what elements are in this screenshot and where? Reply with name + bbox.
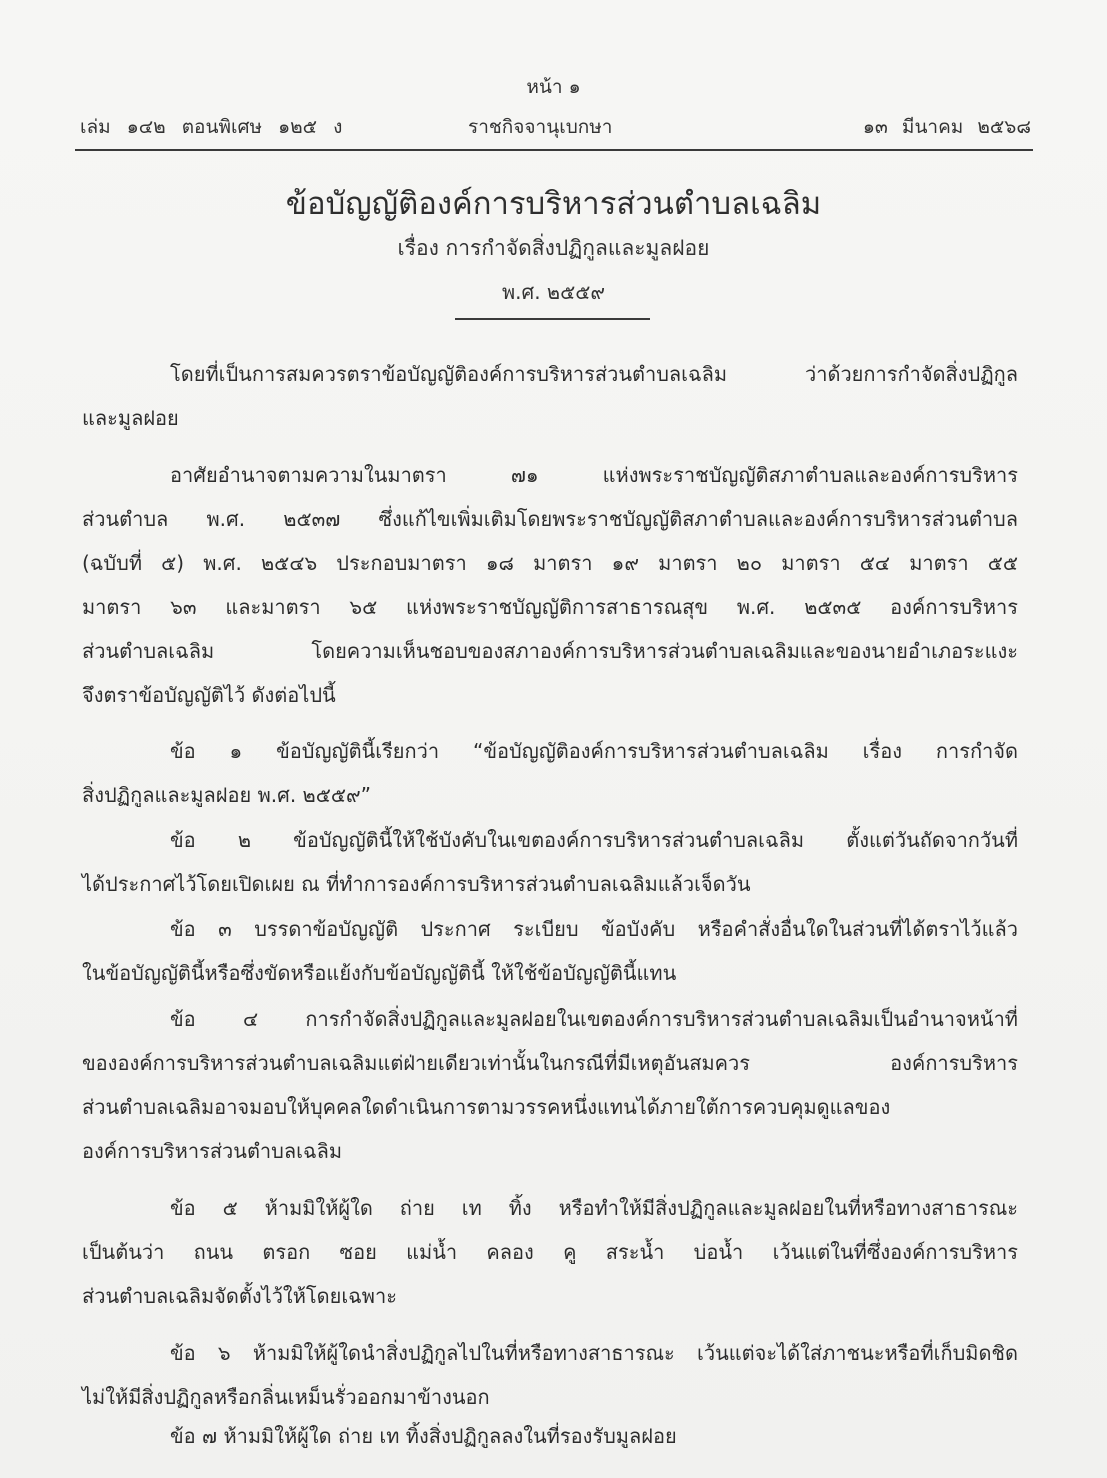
clause-1-cont: สิ่งปฏิกูลและมูลฝอย พ.ศ. ๒๕๕๙”	[82, 783, 372, 807]
clause-4-cont: องค์การบริหารส่วนตำบลเฉลิม	[82, 1139, 343, 1163]
clause-5-cont: ส่วนตำบลเฉลิมจัดตั้งไว้ให้โดยเฉพาะ	[82, 1284, 397, 1308]
gazette-name: ราชกิจจานุเบกษา	[468, 116, 613, 138]
clause-4: ข้อ ๔ การกำจัดสิ่งปฏิกูลและมูลฝอยในเขตองค์การบริหารส่วนตำบลเฉลิมเป็นอำนาจหน้าที่	[170, 1007, 1018, 1031]
authority-line: ส่วนตำบล พ.ศ. ๒๕๓๗ ซึ่งแก้ไขเพิ่มเติมโดยพระราชบัญญัติสภาตำบลและองค์การบริหารส่วนตำบล	[82, 507, 1018, 531]
clause-4-cont: ส่วนตำบลเฉลิมอาจมอบให้บุคคลใดดำเนินการตามวรรคหนึ่งแทนได้ภายใต้การควบคุมดูแลของ	[82, 1095, 891, 1119]
clause-3-cont: ในข้อบัญญัตินี้หรือซึ่งขัดหรือแย้งกับข้อบัญญัตินี้ ให้ใช้ข้อบัญญัตินี้แทน	[82, 961, 677, 985]
authority-line: อาศัยอำนาจตามความในมาตรา ๗๑ แห่งพระราชบัญญัติสภาตำบลและองค์การบริหาร	[170, 463, 1018, 487]
clause-6: ข้อ ๖ ห้ามมิให้ผู้ใดนำสิ่งปฏิกูลไปในที่หรือทางสาธารณะ เว้นแต่จะได้ใส่ภาชนะหรือที่เก็บมิดชิด	[170, 1341, 1018, 1365]
authority-line: จึงตราข้อบัญญัติไว้ ดังต่อไปนี้	[82, 683, 336, 707]
document-subject: เรื่อง การกำจัดสิ่งปฏิกูลและมูลฝอย	[397, 236, 710, 260]
clause-1: ข้อ ๑ ข้อบัญญัตินี้เรียกว่า “ข้อบัญญัติองค์การบริหารส่วนตำบลเฉลิม เรื่อง การกำจัด	[170, 739, 1018, 763]
clause-5: ข้อ ๕ ห้ามมิให้ผู้ใด ถ่าย เท ทิ้ง หรือทำให้มีสิ่งปฏิกูลและมูลฝอยในที่หรือทางสาธารณะ	[170, 1196, 1018, 1220]
clause-2-cont: ได้ประกาศไว้โดยเปิดเผย ณ ที่ทำการองค์การบริหารส่วนตำบลเฉลิมแล้วเจ็ดวัน	[82, 872, 751, 896]
gazette-date: ๑๓ มีนาคม ๒๕๖๘	[862, 116, 1031, 138]
clause-5-cont: เป็นต้นว่า ถนน ตรอก ซอย แม่น้ำ คลอง คู สระน้ำ บ่อน้ำ เว้นแต่ในที่ซึ่งองค์การบริหาร	[82, 1240, 1019, 1264]
gazette-volume: เล่ม ๑๔๒ ตอนพิเศษ ๑๒๕ ง	[80, 116, 343, 138]
clause-2: ข้อ ๒ ข้อบัญญัตินี้ให้ใช้บังคับในเขตองค์การบริหารส่วนตำบลเฉลิม ตั้งแต่วันถัดจากวันที่	[170, 828, 1018, 852]
preamble-line: โดยที่เป็นการสมควรตราข้อบัญญัติองค์การบริหารส่วนตำบลเฉลิม ว่าด้วยการกำจัดสิ่งปฏิกูล	[170, 362, 1018, 386]
clause-7: ข้อ ๗ ห้ามมิให้ผู้ใด ถ่าย เท ทิ้งสิ่งปฏิกูลลงในที่รองรับมูลฝอย	[170, 1424, 677, 1448]
header-divider	[75, 149, 1033, 151]
clause-6-cont: ไม่ให้มีสิ่งปฏิกูลหรือกลิ่นเหม็นรั่วออกมาข้างนอก	[82, 1385, 490, 1409]
preamble-line: และมูลฝอย	[82, 406, 179, 430]
title-divider	[455, 318, 650, 320]
clause-4-cont: ขององค์การบริหารส่วนตำบลเฉลิมแต่ฝ่ายเดียวเท่านั้นในกรณีที่มีเหตุอันสมควร องค์การบริหาร	[82, 1051, 1018, 1075]
clause-3: ข้อ ๓ บรรดาข้อบัญญัติ ประกาศ ระเบียบ ข้อบังคับ หรือคำสั่งอื่นใดในส่วนที่ได้ตราไว้แล้ว	[170, 917, 1018, 941]
authority-line: (ฉบับที่ ๕) พ.ศ. ๒๕๔๖ ประกอบมาตรา ๑๘ มาตรา ๑๙ มาตรา ๒๐ มาตรา ๕๔ มาตรา ๕๕	[82, 551, 1018, 575]
page-number: หน้า ๑	[526, 76, 581, 98]
document-title: ข้อบัญญัติองค์การบริหารส่วนตำบลเฉลิม	[285, 186, 822, 222]
document-year: พ.ศ. ๒๕๕๙	[501, 280, 606, 304]
authority-line: ส่วนตำบลเฉลิม โดยความเห็นชอบของสภาองค์การบริหารส่วนตำบลเฉลิมและของนายอำเภอระแงะ	[82, 639, 1018, 663]
authority-line: มาตรา ๖๓ และมาตรา ๖๕ แห่งพระราชบัญญัติการสาธารณสุข พ.ศ. ๒๕๓๕ องค์การบริหาร	[82, 595, 1018, 619]
